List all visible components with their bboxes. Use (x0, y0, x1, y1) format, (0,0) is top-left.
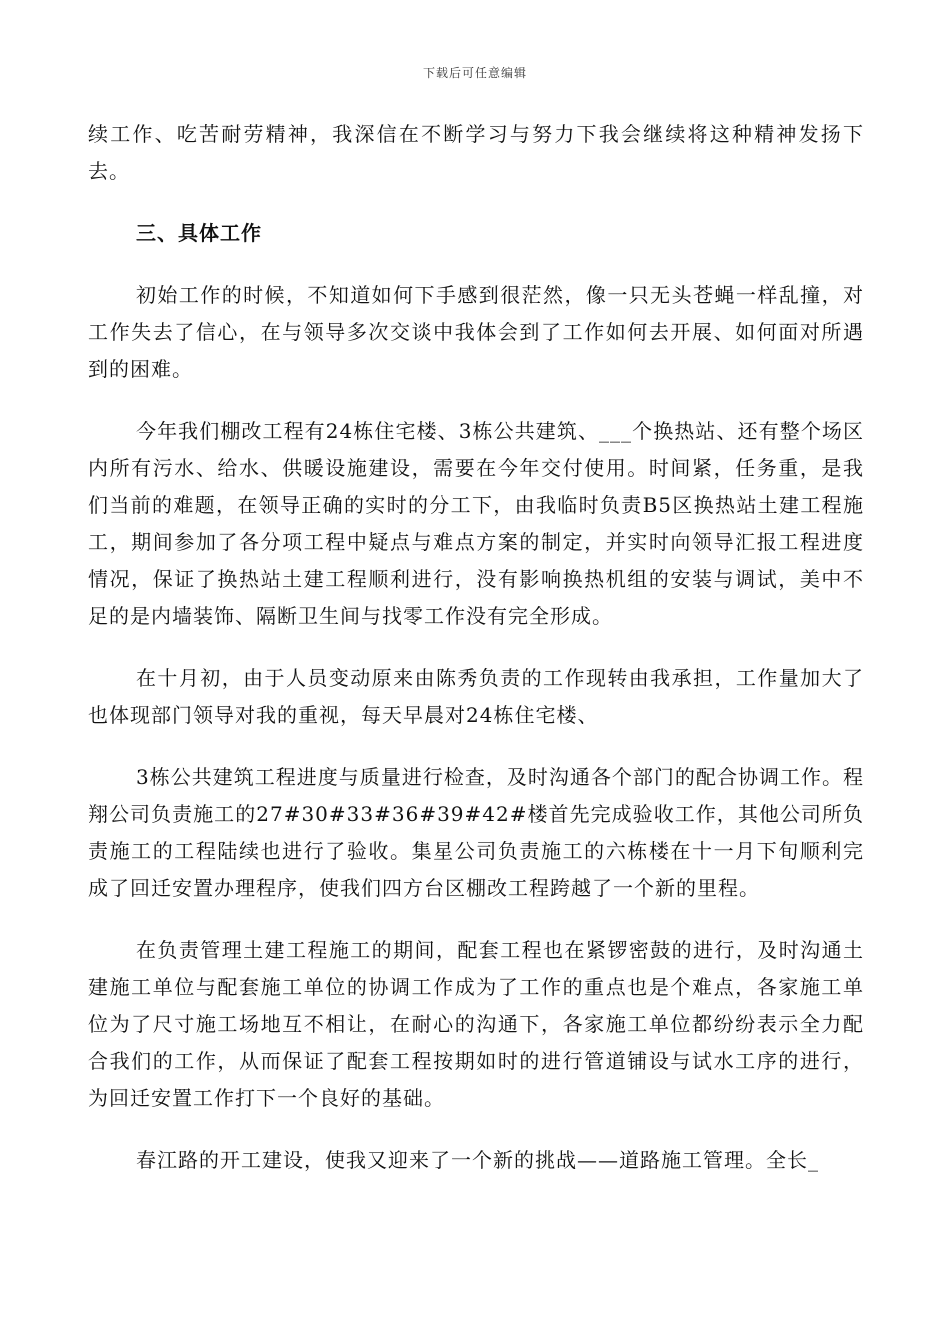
paragraph-1: 初始工作的时候，不知道如何下手感到很茫然，像一只无头苍蝇一样乱撞，对工作失去了信心，在与领导多次交谈中我体会到了工作如何去开展、如何面对所遇到的困难。 (88, 283, 864, 381)
paragraph-4: 3栋公共建筑工程进度与质量进行检查，及时沟通各个部门的配合协调工作。程翔公司负责施工的27#30#33#36#39#42#楼首先完成验收工作，其他公司所负责施工的工程陆续也进行了验收。集星公司负责施工的六栋楼在十一月下旬顺利完成了回迁安置办理程序，使我们四方台区棚改工程跨越了一个新的里程。 (88, 765, 864, 900)
paragraph-5: 在负责管理土建工程施工的期间，配套工程也在紧锣密鼓的进行，及时沟通土建施工单位与配套施工单位的协调工作成为了工作的重点也是个难点，各家施工单位为了尺寸施工场地互不相让，在耐心的沟通下，各家施工单位都纷纷表示全力配合我们的工作，从而保证了配套工程按期如时的进行管道铺设与试水工序的进行，为回迁安置工作打下一个良好的基础。 (88, 938, 864, 1110)
document-body (88, 116, 864, 1204)
section-heading: 三、具体工作 (136, 221, 262, 245)
paragraph-2: 今年我们棚改工程有24栋住宅楼、3栋公共建筑、___个换热站、还有整个场区内所有污水、给水、供暖设施建设，需要在今年交付使用。时间紧，任务重，是我们当前的难题，在领导正确的实时的分工下，由我临时负责B5区换热站土建工程施工，期间参加了各分项工程中疑点与难点方案的制定，并实时向领导汇报工程进度情况，保证了换热站土建工程顺利进行，没有影响换热机组的安装与调试，美中不足的是内墙装饰、隔断卫生间与找零工作没有完全形成。 (88, 419, 864, 628)
header-note: 下载后可任意编辑 (422, 66, 527, 80)
paragraph-3: 在十月初，由于人员变动原来由陈秀负责的工作现转由我承担，工作量加大了也体现部门领导对我的重视，每天早晨对24栋住宅楼、 (88, 666, 864, 727)
paragraph-continued: 续工作、吃苦耐劳精神，我深信在不断学习与努力下我会继续将这种精神发扬下去。 (88, 122, 864, 183)
paragraph-6: 春江路的开工建设，使我又迎来了一个新的挑战——道路施工管理。全长_ (136, 1148, 819, 1172)
